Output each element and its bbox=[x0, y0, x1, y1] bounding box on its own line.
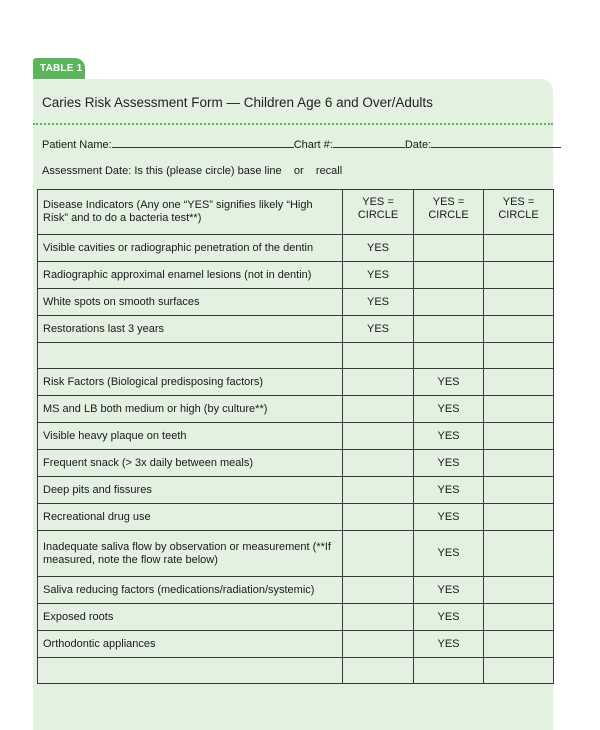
header-col1: YES = CIRCLE bbox=[343, 190, 414, 235]
empty-cell[interactable] bbox=[343, 477, 414, 504]
yes-cell[interactable]: YES bbox=[343, 235, 414, 262]
empty-cell[interactable] bbox=[484, 604, 554, 631]
patient-name-field[interactable] bbox=[112, 135, 294, 148]
blank-row bbox=[38, 658, 554, 684]
table-row bbox=[38, 631, 554, 658]
empty-cell[interactable] bbox=[484, 289, 554, 316]
date-field[interactable] bbox=[431, 135, 561, 148]
yes-cell[interactable]: YES bbox=[414, 604, 484, 631]
row-label: White spots on smooth surfaces bbox=[38, 289, 343, 316]
yes-cell[interactable]: YES bbox=[414, 450, 484, 477]
blank-row bbox=[38, 343, 554, 369]
empty-cell[interactable] bbox=[484, 316, 554, 343]
row-label: MS and LB both medium or high (by culture**) bbox=[38, 396, 343, 423]
table-row bbox=[38, 423, 554, 450]
yes-cell[interactable]: YES bbox=[414, 577, 484, 604]
row-label: Radiographic approximal enamel lesions (not in dentin) bbox=[38, 262, 343, 289]
risk-assessment-table bbox=[37, 189, 554, 684]
or-text: or bbox=[293, 165, 304, 177]
row-label: Visible cavities or radiographic penetration of the dentin bbox=[38, 235, 343, 262]
table-row bbox=[38, 504, 554, 531]
row-label: Recreational drug use bbox=[38, 504, 343, 531]
empty-cell[interactable] bbox=[484, 631, 554, 658]
yes-cell[interactable]: YES bbox=[343, 289, 414, 316]
chart-label: Chart #: bbox=[293, 139, 333, 151]
empty-cell[interactable] bbox=[343, 577, 414, 604]
recall-option[interactable]: recall bbox=[315, 165, 343, 177]
yes-cell[interactable]: YES bbox=[414, 531, 484, 577]
empty-cell[interactable] bbox=[414, 316, 484, 343]
dotted-divider bbox=[33, 123, 553, 125]
empty-cell[interactable] bbox=[343, 396, 414, 423]
form-panel bbox=[33, 79, 553, 730]
assessment-date-label: Assessment Date: Is this (please circle) base line bbox=[42, 165, 282, 177]
table-header-row bbox=[38, 190, 554, 235]
empty-cell[interactable] bbox=[343, 504, 414, 531]
empty-cell[interactable] bbox=[414, 262, 484, 289]
table-row bbox=[38, 262, 554, 289]
empty-cell[interactable] bbox=[484, 531, 554, 577]
risk-factors-header-row bbox=[38, 369, 554, 396]
empty-cell[interactable] bbox=[484, 577, 554, 604]
empty-cell[interactable] bbox=[484, 262, 554, 289]
row-label: Exposed roots bbox=[38, 604, 343, 631]
yes-cell[interactable]: YES bbox=[414, 631, 484, 658]
table-row bbox=[38, 477, 554, 504]
table-row bbox=[38, 235, 554, 262]
yes-cell[interactable]: YES bbox=[343, 316, 414, 343]
yes-cell[interactable]: YES bbox=[414, 504, 484, 531]
header-label: Disease Indicators (Any one “YES” signifies likely “High Risk” and to do a bacteria test**) bbox=[38, 190, 343, 235]
empty-cell[interactable] bbox=[343, 604, 414, 631]
empty-cell[interactable] bbox=[343, 369, 414, 396]
chart-number-field[interactable] bbox=[333, 135, 405, 148]
empty-cell[interactable] bbox=[343, 631, 414, 658]
empty-cell[interactable] bbox=[484, 235, 554, 262]
table-row bbox=[38, 396, 554, 423]
yes-cell[interactable]: YES bbox=[414, 477, 484, 504]
table-row bbox=[38, 316, 554, 343]
empty-cell[interactable] bbox=[343, 423, 414, 450]
row-label: Orthodontic appliances bbox=[38, 631, 343, 658]
header-col2: YES = CIRCLE bbox=[414, 190, 484, 235]
yes-cell[interactable]: YES bbox=[414, 369, 484, 396]
assessment-date-line bbox=[42, 165, 342, 177]
empty-cell[interactable] bbox=[484, 423, 554, 450]
table-row bbox=[38, 577, 554, 604]
row-label: Visible heavy plaque on teeth bbox=[38, 423, 343, 450]
empty-cell[interactable] bbox=[343, 450, 414, 477]
empty-cell[interactable] bbox=[484, 477, 554, 504]
form-title: Caries Risk Assessment Form — Children Age 6 and Over/Adults bbox=[42, 95, 433, 110]
yes-cell[interactable]: YES bbox=[343, 262, 414, 289]
header-col3: YES = CIRCLE bbox=[484, 190, 554, 235]
empty-cell[interactable] bbox=[414, 289, 484, 316]
row-label: Deep pits and fissures bbox=[38, 477, 343, 504]
patient-name-label: Patient Name: bbox=[42, 139, 112, 151]
patient-info-line bbox=[42, 135, 561, 151]
row-label: Restorations last 3 years bbox=[38, 316, 343, 343]
table-row bbox=[38, 531, 554, 577]
table-tab-label: TABLE 1 bbox=[33, 58, 85, 80]
table-row bbox=[38, 604, 554, 631]
row-label: Inadequate saliva flow by observation or measurement (**If measured, note the flow rate below) bbox=[38, 531, 343, 577]
date-label: Date: bbox=[404, 139, 432, 151]
empty-cell[interactable] bbox=[484, 396, 554, 423]
row-label: Saliva reducing factors (medications/radiation/systemic) bbox=[38, 577, 343, 604]
risk-factors-heading: Risk Factors (Biological predisposing factors) bbox=[38, 369, 343, 396]
empty-cell[interactable] bbox=[484, 504, 554, 531]
empty-cell[interactable] bbox=[414, 235, 484, 262]
empty-cell[interactable] bbox=[484, 450, 554, 477]
empty-cell[interactable] bbox=[484, 369, 554, 396]
table-row bbox=[38, 450, 554, 477]
empty-cell[interactable] bbox=[343, 531, 414, 577]
table-row bbox=[38, 289, 554, 316]
yes-cell[interactable]: YES bbox=[414, 396, 484, 423]
row-label: Frequent snack (> 3x daily between meals) bbox=[38, 450, 343, 477]
yes-cell[interactable]: YES bbox=[414, 423, 484, 450]
